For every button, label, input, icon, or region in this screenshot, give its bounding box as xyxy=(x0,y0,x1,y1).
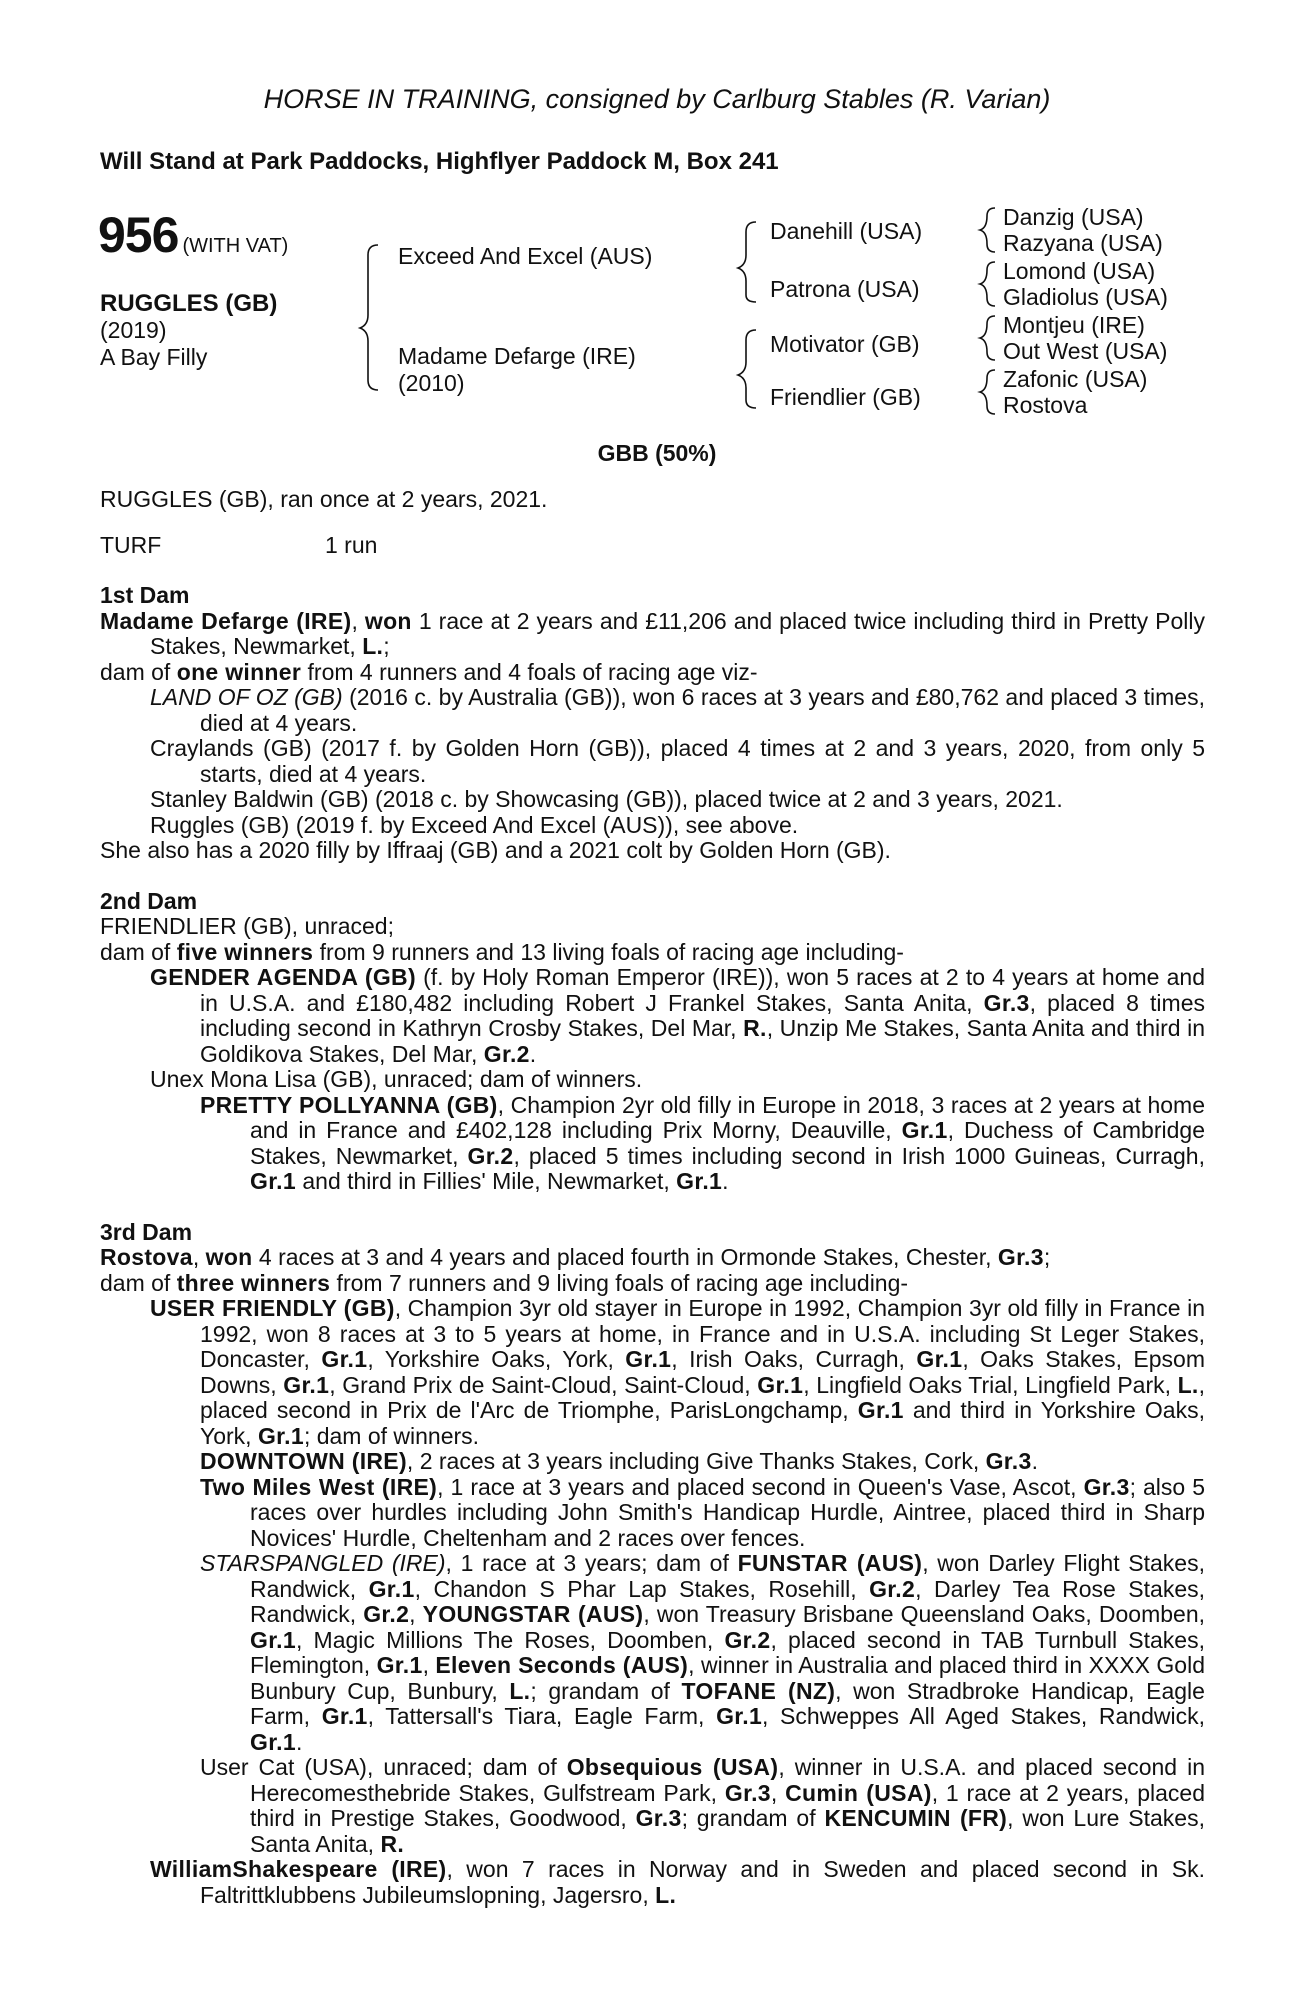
pedigree-dam: Madame Defarge (IRE) xyxy=(398,343,636,369)
pedigree-dam-year: (2010) xyxy=(398,370,465,396)
pedigree-sds: Lomond (USA) xyxy=(1003,258,1156,284)
third-dam-heading: 3rd Dam xyxy=(100,1218,193,1245)
second-dam-produce: dam of five winners from 9 runners and 13 living foals of racing age including- xyxy=(100,938,904,965)
vat-note: (WITH VAT) xyxy=(182,235,289,257)
pedigree-dds: Zafonic (USA) xyxy=(1003,366,1148,392)
produce-item: User Cat (USA), unraced; dam of Obsequious (USA), winner in U.S.A. and placed second in Herecomesthebride Stakes, Gulfstream Park, Gr.3, Cumin (USA), 1 race at 2 years, placed third in Prestige Stakes, Goodwood, Gr.3; grandam of KENCUMIN (FR), won Lure Stakes, Santa Anita, R. xyxy=(200,1754,1205,1857)
third-dam-record: Rostova, won 4 races at 3 and 4 years and placed fourth in Ormonde Stakes, Chester, Gr.3; xyxy=(100,1244,1051,1270)
race-summary: RUGGLES (GB), ran once at 2 years, 2021. xyxy=(100,486,548,512)
first-dam-heading: 1st Dam xyxy=(100,582,190,608)
produce-item: Unex Mona Lisa (GB), unraced; dam of winners. xyxy=(150,1066,643,1092)
first-dam-record: Madame Defarge (IRE), won 1 race at 2 years and £11,206 and placed twice including third in Pretty Polly Stakes, Newmarket, L.; xyxy=(100,607,1205,659)
turf-runs: 1 run xyxy=(325,531,378,558)
lot-number-value: 956 xyxy=(98,207,179,263)
second-dam-heading: 2nd Dam xyxy=(100,887,198,914)
produce-item: Ruggles (GB) (2019 f. by Exceed And Excel (AUS)), see above. xyxy=(150,811,799,838)
pedigree-sire-sire: Danehill (USA) xyxy=(770,218,923,244)
produce-item: Stanley Baldwin (GB) (2018 c. by Showcasing (GB)), placed twice at 2 and 3 years, 2021. xyxy=(150,786,1063,812)
turf-record xyxy=(100,533,1205,559)
produce-item: STARSPANGLED (IRE), 1 race at 3 years; dam of FUNSTAR (AUS), won Darley Flight Stakes, Randwick, Gr.1, Chandon S Phar Lap Stakes, Rosehill, Gr.2, Darley Tea Rose Stakes, Randwick, Gr.2, YOUNGSTAR (AUS), won Treasury Brisbane Queensland Oaks, Doomben, Gr.1, Magic Millions The Roses, Doomben, Gr.2, placed second in TAB Turnbull Stakes, Flemington, Gr.1, Eleven Seconds (AUS), winner in Australia and placed third in XXXX Gold Bunbury Cup, Bunbury, L.; grandam of TOFANE (NZ), won Stradbroke Handicap, Eagle Farm, Gr.1, Tattersall's Tiara, Eagle Farm, Gr.1, Schweppes All Aged Stakes, Randwick, Gr.1. xyxy=(200,1550,1206,1755)
turf-label: TURF xyxy=(100,531,162,558)
produce-item: Two Miles West (IRE), 1 race at 3 years and placed second in Queen's Vase, Ascot, Gr.3; also 5 races over hurdles including John Smith's Handicap Hurdle, Aintree, placed third in Sharp Novices' Hurdle, Cheltenham and 2 races over fences. xyxy=(200,1473,1206,1551)
pedigree-sire: Exceed And Excel (AUS) xyxy=(398,243,653,269)
produce-item: LAND OF OZ (GB) (2016 c. by Australia (GB)), won 6 races at 3 years and £80,762 and placed 3 times, died at 4 years. xyxy=(150,684,1205,736)
horse-year: (2019) xyxy=(100,317,167,343)
produce-item: WilliamShakespeare (IRE), won 7 races in Norway and in Sweden and placed second in Sk. Faltrittklubbens Jubileumslopning, Jagersro, L. xyxy=(150,1856,1205,1908)
stand-location: Will Stand at Park Paddocks, Highflyer Paddock M, Box 241 xyxy=(100,148,779,175)
second-dam-record: FRIENDLIER (GB), unraced; xyxy=(100,913,394,939)
pedigree-sss: Danzig (USA) xyxy=(1003,204,1144,230)
produce-item: USER FRIENDLY (GB), Champion 3yr old stayer in Europe in 1992, Champion 3yr old filly in France in 1992, won 8 races at 3 to 5 years at home, in France and in U.S.A. including St Leger Stakes, Doncaster, Gr.1, Yorkshire Oaks, York, Gr.1, Irish Oaks, Curragh, Gr.1, Oaks Stakes, Epsom Downs, Gr.1, Grand Prix de Saint-Cloud, Saint-Cloud, Gr.1, Lingfield Oaks Trial, Lingfield Park, L., placed second in Prix de l'Arc de Triomphe, ParisLongchamp, Gr.1 and third in Yorkshire Oaks, York, Gr.1; dam of winners. xyxy=(150,1295,1205,1449)
pedigree-sdd: Gladiolus (USA) xyxy=(1003,284,1168,310)
pedigree-ssd: Razyana (USA) xyxy=(1003,230,1163,256)
produce-item: GENDER AGENDA (GB) (f. by Holy Roman Emperor (IRE)), won 5 races at 2 to 4 years at home and in U.S.A. and £180,482 including Robert J Frankel Stakes, Santa Anita, Gr.3, placed 8 times including second in Kathryn Crosby Stakes, Del Mar, R., Unzip Me Stakes, Santa Anita and third in Goldikova Stakes, Del Mar, Gr.2. xyxy=(150,964,1205,1067)
produce-item: DOWNTOWN (IRE), 2 races at 3 years including Give Thanks Stakes, Cork, Gr.3. xyxy=(200,1448,1038,1474)
horse-name: RUGGLES (GB) xyxy=(100,290,278,317)
first-dam-produce: dam of one winner from 4 runners and 4 foals of racing age viz- xyxy=(100,658,758,685)
catalogue-body xyxy=(100,487,1205,1908)
page-header: HORSE IN TRAINING, consigned by Carlburg Stables (R. Varian) xyxy=(263,84,1051,114)
pedigree-ddd: Rostova xyxy=(1003,392,1088,418)
produce-item: PRETTY POLLYANNA (GB), Champion 2yr old filly in Europe in 2018, 3 races at 2 years at home and in France and £402,128 including Prix Morny, Deauville, Gr.1, Duchess of Cambridge Stakes, Newmarket, Gr.2, placed 5 times including second in Irish 1000 Guineas, Curragh, Gr.1 and third in Fillies' Mile, Newmarket, Gr.1. xyxy=(200,1091,1205,1194)
pedigree-dss: Montjeu (IRE) xyxy=(1003,312,1145,338)
pedigree-dam-dam: Friendlier (GB) xyxy=(770,384,921,410)
produce-item: Craylands (GB) (2017 f. by Golden Horn (GB)), placed 4 times at 2 and 3 years, 2020, from only 5 starts, died at 4 years. xyxy=(150,735,1205,787)
third-dam-produce: dam of three winners from 7 runners and 9 living foals of racing age including- xyxy=(100,1269,909,1296)
gbb-rating: GBB (50%) xyxy=(597,440,717,466)
first-dam-also: She also has a 2020 filly by Iffraaj (GB) and a 2021 colt by Golden Horn (GB). xyxy=(100,837,891,863)
pedigree-sire-dam: Patrona (USA) xyxy=(770,276,920,302)
pedigree-dsd: Out West (USA) xyxy=(1003,338,1168,364)
horse-description: A Bay Filly xyxy=(100,344,208,370)
pedigree-dam-sire: Motivator (GB) xyxy=(770,331,920,357)
